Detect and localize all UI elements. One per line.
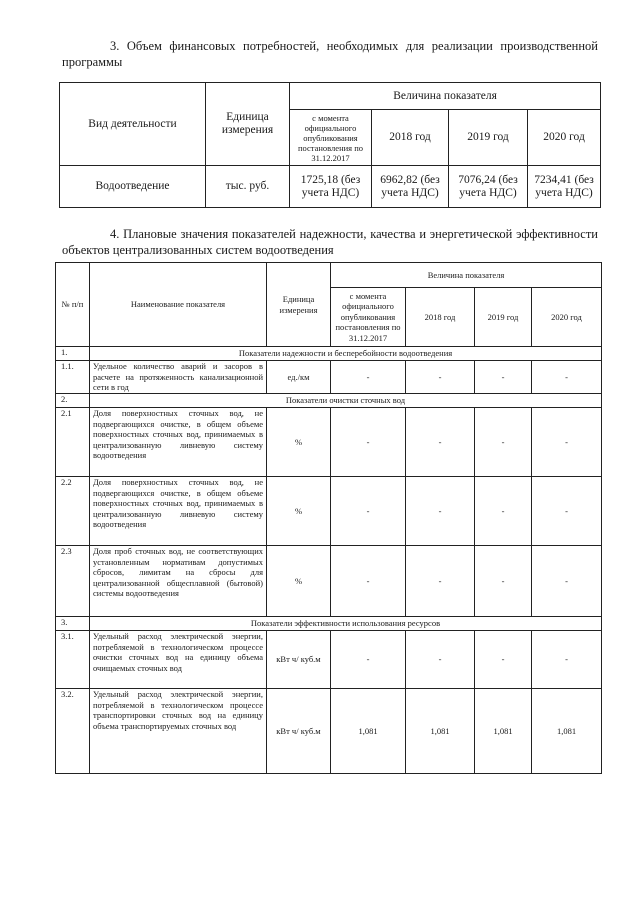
cell-indicator-name: Удельное количество аварий и засоров в расчете на протяженность канализационной сети в год	[90, 361, 267, 394]
financial-needs-table	[59, 82, 601, 208]
cell-value: -	[475, 477, 532, 546]
cell-value: -	[475, 631, 532, 689]
col-header-period: 2020 год	[528, 110, 601, 166]
cell-value: 1725,18 (без учета НДС)	[290, 166, 372, 208]
cell-unit: %	[267, 408, 331, 477]
table-row	[56, 361, 602, 394]
col-header-value-group: Величина показателя	[290, 83, 601, 110]
table-row	[56, 546, 602, 617]
cell-number: 1.1.	[56, 361, 90, 394]
section-row	[56, 394, 602, 408]
table-row	[56, 477, 602, 546]
cell-value: -	[532, 546, 602, 617]
cell-indicator-name: Удельный расход электрической энергии, потребляемой в технологическом процессе очистки сточных вод на единицу объема очищаемых сточных вод	[90, 631, 267, 689]
cell-number: 2.3	[56, 546, 90, 617]
cell-number: 2.	[56, 394, 90, 408]
cell-value: 7076,24 (без учета НДС)	[449, 166, 528, 208]
col-header-period: 2020 год	[532, 288, 602, 347]
cell-value: -	[475, 361, 532, 394]
cell-indicator-name: Удельный расход электрической энергии, потребляемой в технологическом процессе транспортировки сточных вод на единицу объема транспортируемых сточных вод	[90, 689, 267, 774]
cell-value: -	[406, 477, 475, 546]
col-header-period: 2019 год	[475, 288, 532, 347]
cell-value: -	[331, 631, 406, 689]
cell-unit: %	[267, 546, 331, 617]
section-row	[56, 347, 602, 361]
cell-number: 1.	[56, 347, 90, 361]
cell-value: 1,081	[532, 689, 602, 774]
section-title: Показатели эффективности использования ресурсов	[90, 617, 602, 631]
section-3-heading: 3. Объем финансовых потребностей, необходимых для реализации производственной программы	[62, 39, 598, 69]
table-row	[56, 631, 602, 689]
cell-value: -	[331, 546, 406, 617]
section-title: Показатели надежности и бесперебойности водоотведения	[90, 347, 602, 361]
cell-value: -	[532, 361, 602, 394]
cell-value: -	[475, 546, 532, 617]
cell-value: 1,081	[331, 689, 406, 774]
section-4-heading: 4. Плановые значения показателей надежности, качества и энергетической эффективности объектов централизованных систем водоотведения	[62, 227, 598, 257]
cell-number: 2.2	[56, 477, 90, 546]
cell-value: -	[406, 361, 475, 394]
cell-value: -	[475, 408, 532, 477]
cell-number: 3.2.	[56, 689, 90, 774]
section-title: Показатели очистки сточных вод	[90, 394, 602, 408]
cell-indicator-name: Доля поверхностных сточных вод, не подвергающихся очистке, в общем объеме поверхностных сточных вод, принимаемых в централизованную ливневую систему водоотведения	[90, 477, 267, 546]
col-header-value-group: Величина показателя	[331, 263, 602, 288]
cell-number: 2.1	[56, 408, 90, 477]
col-header-name: Наименование показателя	[90, 263, 267, 347]
table-row	[60, 166, 601, 208]
cell-value: -	[532, 477, 602, 546]
col-header-activity: Вид деятельности	[60, 83, 206, 166]
col-header-unit: Единица измерения	[206, 83, 290, 166]
cell-value: -	[406, 408, 475, 477]
cell-value: -	[406, 546, 475, 617]
cell-unit: кВт ч/ куб.м	[267, 631, 331, 689]
cell-value: -	[331, 361, 406, 394]
cell-number: 3.1.	[56, 631, 90, 689]
cell-number: 3.	[56, 617, 90, 631]
cell-value: 6962,82 (без учета НДС)	[372, 166, 449, 208]
cell-value: -	[406, 631, 475, 689]
cell-value: -	[331, 408, 406, 477]
indicators-table	[55, 262, 602, 774]
cell-value: 1,081	[406, 689, 475, 774]
table-row	[56, 689, 602, 774]
cell-unit: кВт ч/ куб.м	[267, 689, 331, 774]
col-header-period: 2018 год	[372, 110, 449, 166]
cell-unit: %	[267, 477, 331, 546]
col-header-period: с момента официального опубликования постановления по 31.12.2017	[290, 110, 372, 166]
section-row	[56, 617, 602, 631]
col-header-number: № п/п	[56, 263, 90, 347]
cell-unit: ед./км	[267, 361, 331, 394]
cell-value: 7234,41 (без учета НДС)	[528, 166, 601, 208]
cell-value: -	[331, 477, 406, 546]
col-header-period: 2018 год	[406, 288, 475, 347]
cell-indicator-name: Доля поверхностных сточных вод, не подвергающихся очистке, в общем объеме поверхностных сточных вод, принимаемых в централизованную ливневую систему водоотведения	[90, 408, 267, 477]
table-row	[56, 408, 602, 477]
cell-value: -	[532, 631, 602, 689]
cell-unit: тыс. руб.	[206, 166, 290, 208]
col-header-period: 2019 год	[449, 110, 528, 166]
cell-indicator-name: Доля проб сточных вод, не соответствующих установленным нормативам допустимых сбросов, лимитам на сбросы для централизованной общесплавной (бытовой) системы водоотведения	[90, 546, 267, 617]
cell-value: 1,081	[475, 689, 532, 774]
cell-activity: Водоотведение	[60, 166, 206, 208]
cell-value: -	[532, 408, 602, 477]
col-header-period: с момента официального опубликования постановления по 31.12.2017	[331, 288, 406, 347]
col-header-unit: Единица измерения	[267, 263, 331, 347]
